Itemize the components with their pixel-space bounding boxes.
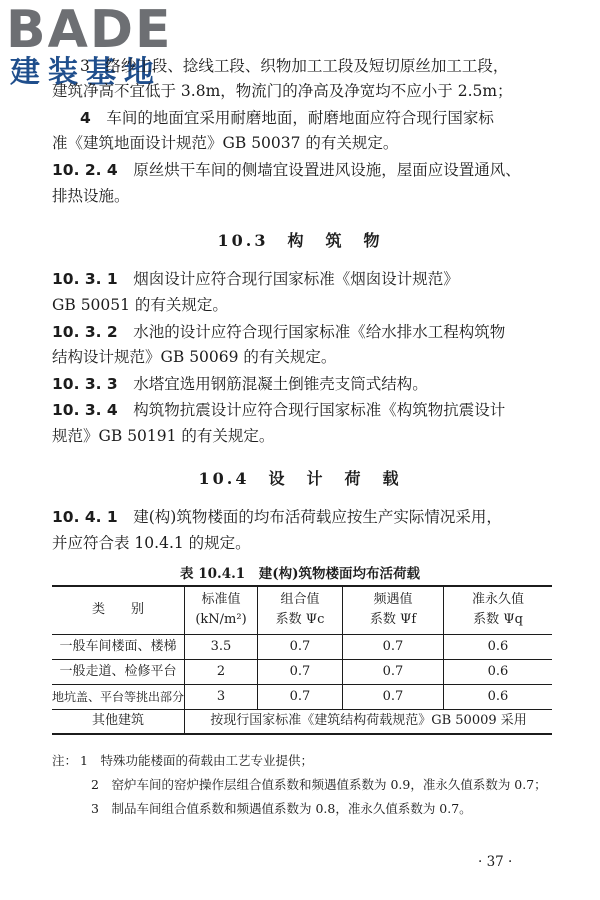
clause-10-4-1-line2: 并应符合表 10.4.1 的规定。 xyxy=(52,534,251,552)
table-cell: 0.7 xyxy=(343,684,444,709)
section-10-4-heading: 10.4 设 计 荷 载 xyxy=(198,469,402,488)
header-quasi-permanent-coef xyxy=(444,586,553,634)
clause-10-3-4-number: 10. 3. 4 xyxy=(52,401,118,419)
clause-10-3-1-line2: GB 50051 的有关规定。 xyxy=(52,296,228,314)
clause-10-3-4-line2: 规范》GB 50191 的有关规定。 xyxy=(52,427,275,445)
table-cell: 0.7 xyxy=(258,659,343,684)
table-cell: 0.7 xyxy=(258,634,343,659)
header-category-label: 类 别 xyxy=(91,602,144,618)
header-frequent-symbol: 系数 Ψf xyxy=(369,612,417,628)
header-standard-unit: (kN/m²) xyxy=(195,612,247,628)
header-category xyxy=(52,586,185,634)
logo-subtitle: 建装基地 xyxy=(10,55,162,90)
table-cell-other-text: 按现行国家标准《建筑结构荷载规范》GB 50009 采用 xyxy=(185,709,553,734)
table-cell: 3 xyxy=(185,684,258,709)
note-1-text: 特殊功能楼面的荷载由工艺专业提供； xyxy=(100,753,313,768)
header-quasi-label: 准永久值 xyxy=(471,592,524,608)
table-cell: 0.6 xyxy=(444,684,553,709)
clause-10-3-1-line1 xyxy=(52,268,552,290)
clause-10-3-4-text: 构筑物抗震设计应符合现行国家标准《构筑物抗震设计 xyxy=(133,401,506,419)
table-cell: 3.5 xyxy=(185,634,258,659)
note-2-number: 2 xyxy=(91,777,99,792)
table-cell: 0.7 xyxy=(343,634,444,659)
table-cell: 一般走道、检修平台 xyxy=(52,659,185,684)
clause-10-3-2-number: 10. 3. 2 xyxy=(52,323,118,341)
header-combination-coef xyxy=(258,586,343,634)
notes-label: 注： xyxy=(52,753,78,768)
section-10-3-heading: 10.3 构 筑 物 xyxy=(217,231,383,250)
table-cell-other-category: 其他建筑 xyxy=(52,709,185,734)
header-frequent-label: 频遇值 xyxy=(373,592,413,608)
clause-10-2-4-number: 10. 2. 4 xyxy=(52,161,118,179)
header-combination-label: 组合值 xyxy=(280,592,320,608)
item-4-line1 xyxy=(80,107,550,129)
note-3-number: 3 xyxy=(91,801,99,816)
note-3-text: 制品车间组合值系数和频遇值系数为 0.8，准永久值系数为 0.7。 xyxy=(111,801,472,816)
table-row xyxy=(52,634,552,659)
note-1 xyxy=(80,752,313,770)
clause-10-2-4-line1 xyxy=(52,159,552,181)
live-load-table xyxy=(52,585,552,735)
clause-10-3-2-line2: 结构设计规范》GB 50069 的有关规定。 xyxy=(52,348,337,366)
clause-10-4-1-number: 10. 4. 1 xyxy=(52,508,118,526)
table-cell: 0.6 xyxy=(444,659,553,684)
header-standard-label: 标准值 xyxy=(201,592,241,608)
table-row-other xyxy=(52,709,552,734)
clause-10-2-4-line2: 排热设施。 xyxy=(52,187,130,205)
para-top-line2: 建筑净高不宜低于 3.8m，物流门的净高及净宽均不应小于 2.5m； xyxy=(52,82,513,100)
note-1-number: 1 xyxy=(80,753,88,768)
table-row xyxy=(52,684,552,709)
header-quasi-symbol: 系数 Ψq xyxy=(473,612,523,628)
table-header-row xyxy=(52,586,552,634)
header-combination-symbol: 系数 Ψc xyxy=(275,612,325,628)
clause-10-3-3-text: 水塔宜选用钢筋混凝土倒锥壳支筒式结构。 xyxy=(133,375,428,393)
table-cell: 0.6 xyxy=(444,634,553,659)
clause-10-3-2-text: 水池的设计应符合现行国家标准《给水排水工程构筑物 xyxy=(133,323,506,341)
table-cell: 0.7 xyxy=(343,659,444,684)
clause-10-2-4-text: 原丝烘干车间的侧墙宜设置进风设施，屋面应设置通风、 xyxy=(133,161,521,179)
clause-10-3-1-number: 10. 3. 1 xyxy=(52,270,118,288)
table-cell: 一般车间楼面、楼梯 xyxy=(52,634,185,659)
clause-10-3-3-line1 xyxy=(52,373,552,395)
item-4-number: 4 xyxy=(80,109,91,127)
note-2-text: 窑炉车间的窑炉操作层组合值系数和频遇值系数为 0.9，准永久值系数为 0.7； xyxy=(111,777,547,792)
note-3 xyxy=(91,800,472,818)
clause-10-3-1-text: 烟囱设计应符合现行国家标准《烟囱设计规范》 xyxy=(133,270,459,288)
table-caption: 表 10.4.1 建(构)筑物楼面均布活荷载 xyxy=(180,566,420,582)
table-cell: 0.7 xyxy=(258,684,343,709)
clause-10-4-1-text: 建(构)筑物楼面的均布活荷载应按生产实际情况采用， xyxy=(133,508,502,526)
clause-10-3-4-line1 xyxy=(52,399,552,421)
table-row xyxy=(52,659,552,684)
clause-10-4-1-line1 xyxy=(52,506,552,528)
table-cell: 2 xyxy=(185,659,258,684)
table-cell: 地坑盖、平台等挑出部分 xyxy=(52,684,185,709)
clause-10-3-2-line1 xyxy=(52,321,552,343)
note-2 xyxy=(91,776,547,794)
header-standard-value xyxy=(185,586,258,634)
item-4-text: 车间的地面宜采用耐磨地面，耐磨地面应符合现行国家标 xyxy=(106,109,494,127)
clause-10-3-3-number: 10. 3. 3 xyxy=(52,375,118,393)
header-frequent-coef xyxy=(343,586,444,634)
logo-wordmark: BADE xyxy=(6,0,173,60)
item-4-line2: 准《建筑地面设计规范》GB 50037 的有关规定。 xyxy=(52,134,399,152)
para-top-line1: 3 络纱工段、捻线工段、织物加工工段及短切原丝加工工段， xyxy=(80,57,509,75)
page-number: · 37 · xyxy=(478,854,513,870)
